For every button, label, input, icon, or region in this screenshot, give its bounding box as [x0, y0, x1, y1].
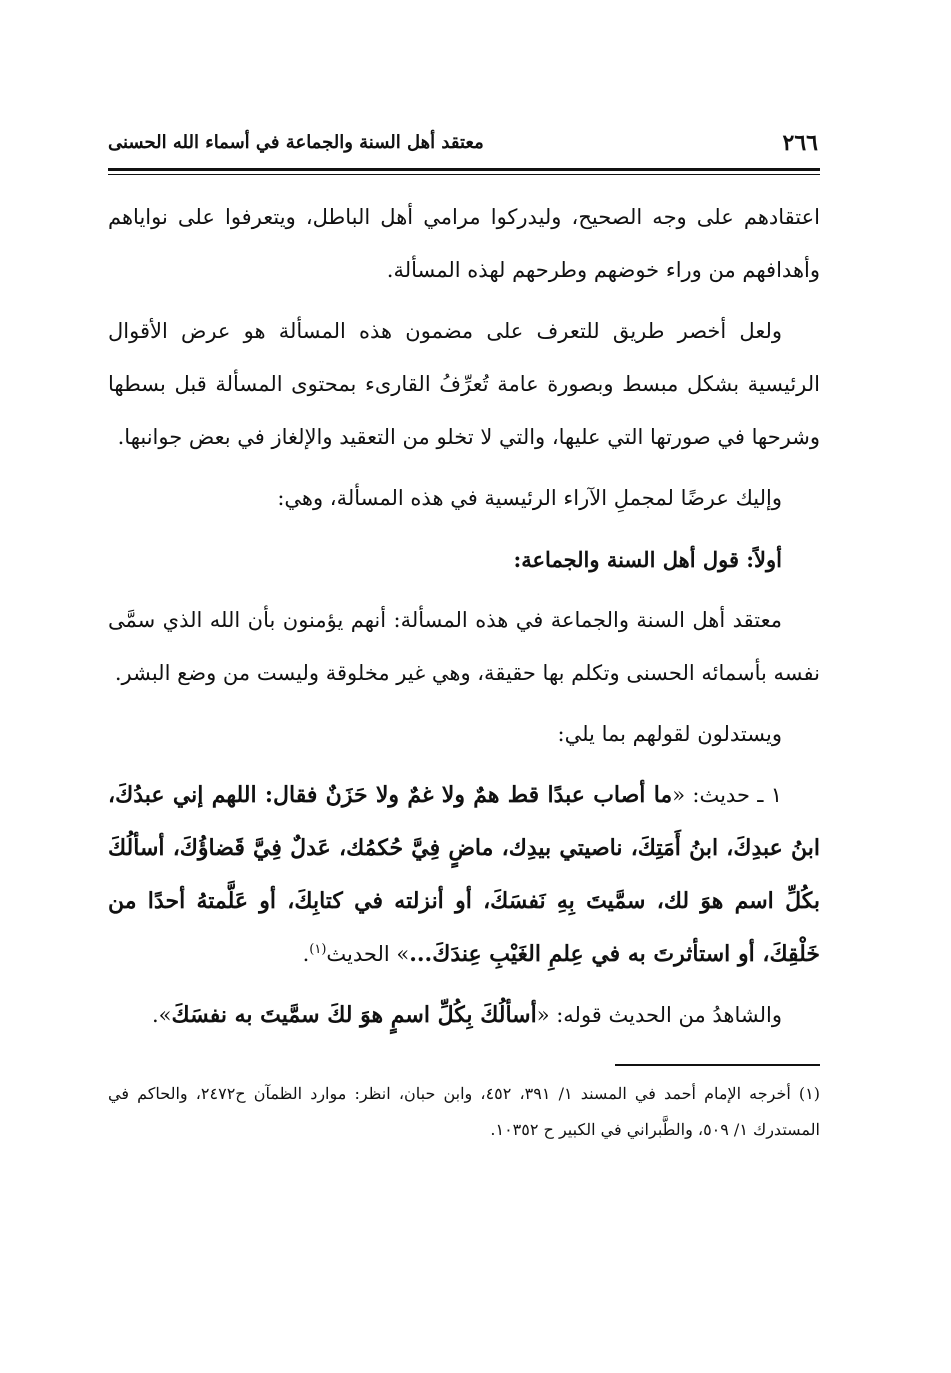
main-text — [108, 191, 820, 1042]
paragraph-4: معتقد أهل السنة والجماعة في هذه المسألة: أنهم يؤمنون بأن الله الذي سمَّى نفسه بأسمائه الحسنى وتكلم بها حقيقة، وهي غير مخلوقة وليست من وضع البشر. — [108, 608, 820, 685]
header-rule-thin — [108, 174, 820, 175]
book-page — [108, 120, 820, 1360]
witness-close: ». — [152, 1003, 172, 1027]
footnote-1: (١) أخرجه الإمام أحمد في المسند ١/ ٣٩١، ٤٥٢، وابن حبان، انظر: موارد الظمآن ح٢٤٧٢، والحاكم في المستدرك ١/ ٥٠٩، والطَّبراني في الكبير ح ١٠٣٥٢. — [108, 1084, 821, 1139]
footnote-reference: (١) — [309, 942, 327, 957]
paragraph-6 — [108, 989, 820, 1042]
running-title: معتقد أهل السنة والجماعة في أسماء الله الحسنى — [108, 132, 484, 153]
header-rule-thick — [108, 168, 820, 171]
section-heading: أولاً: قول أهل السنة والجماعة: — [513, 547, 782, 572]
paragraph-2: ولعل أخصر طريق للتعرف على مضمون هذه المسألة هو عرض الأقوال الرئيسية بشكل مبسط وبصورة عامة تُعرِّفُ القارىء بمحتوى المسألة قبل بسطها وشرحها في صورتها التي عليها، والتي لا تخلو من التعقيد والإلغاز في بعض جوانبها. — [108, 319, 820, 449]
hadith-intro: ١ ـ حديث: « — [672, 783, 782, 807]
witness-intro: والشاهدُ من الحديث قوله: « — [536, 1003, 782, 1027]
paragraph-3: وإليك عرضًا لمجملِ الآراء الرئيسية في هذه المسألة، وهي: — [277, 486, 782, 510]
paragraph-5: ويستدلون لقولهم بما يلي: — [557, 722, 782, 746]
footnote-separator — [615, 1064, 820, 1066]
paragraph-1: اعتقادهم على وجه الصحيح، وليدركوا مرامي أهل الباطل، ويتعرفوا على نواياهم وأهدافهم من وراء خوضهم وطرحهم لهذه المسألة. — [108, 205, 820, 282]
hadith-text: ما أصاب عبدًا قط همٌ ولا غمٌ ولا حَزَنٌ فقال: اللهم إني عبدُكَ، ابنُ عبدِكَ، ابنُ أَمَتِكَ، ناصيتي بيدِك، ماضٍ فِيَّ حُكمُك، عَدلٌ فِيَّ قَضاؤُكَ، أسألُكَ بكُلِّ اسم هوَ لك، سمَّيتَ بِهِ نَفسَكَ، أو أنزلته في كتابِكَ، أو عَلَّمتهُ أحدًا من خَلْقِكَ، أو استأثرتَ به في عِلمِ الغَيْبِ عِندَكَ... — [108, 782, 820, 967]
hadith-close: » الحديث — [326, 942, 410, 966]
page-number: ٢٦٦ — [782, 130, 818, 156]
hadith-paragraph: ١ ـ حديث: «ما أصاب عبدًا قط همٌ ولا غمٌ ولا حَزَنٌ فقال: اللهم إني عبدُكَ، ابنُ عبدِكَ، ابنُ أَمَتِكَ، ناصيتي بيدِك، ماضٍ فِيَّ حُكمُك، عَدلٌ فِيَّ قَضاؤُكَ، أسألُكَ بكُلِّ اسم هوَ لك، سمَّيتَ بِهِ نَفسَكَ، أو أنزلته في كتابِكَ، أو عَلَّمتهُ أحدًا من خَلْقِكَ، أو استأثرتَ به في عِلمِ الغَيْبِ عِندَكَ...» الحديث$^{(١)}$. — [108, 782, 820, 967]
footnotes — [108, 1076, 820, 1148]
running-header — [108, 120, 820, 160]
witness-quote: أسألُكَ بِكُلِّ اسمٍ هوَ لكَ سمَّيتَ به نفسَكَ — [171, 1002, 537, 1028]
